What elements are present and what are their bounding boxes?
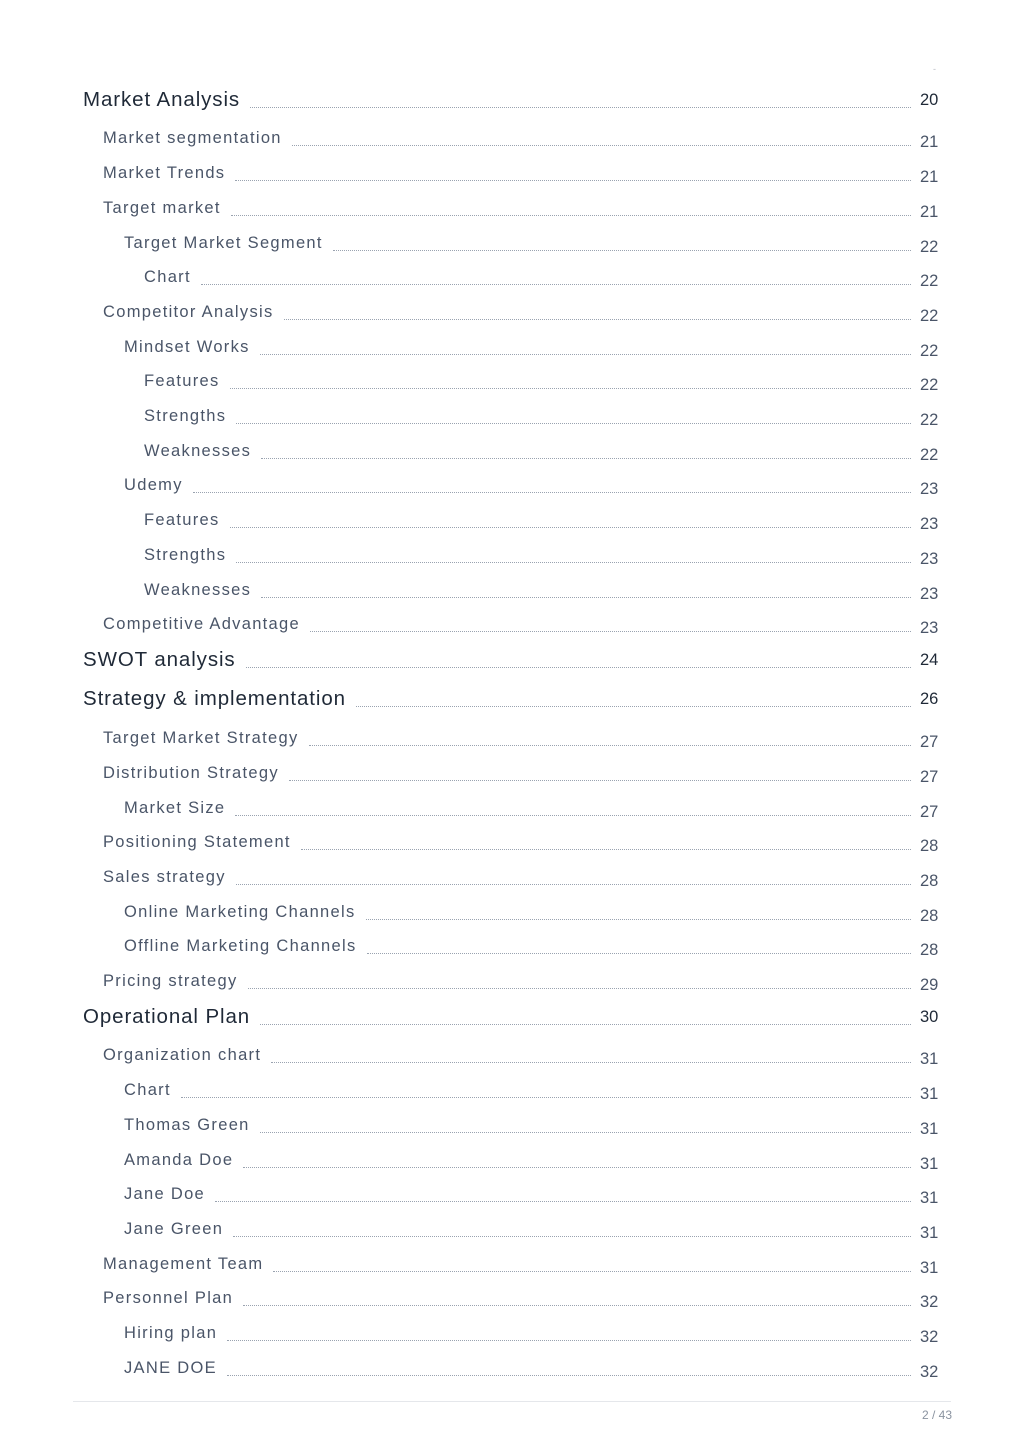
toc-entry[interactable] — [0, 763, 1024, 797]
footer-divider — [73, 1401, 951, 1402]
toc-entry-page: 21 — [920, 133, 939, 151]
toc-entry-page: 21 — [920, 168, 939, 186]
page-mark: - — [933, 64, 936, 74]
toc-entry-page: 31 — [920, 1050, 939, 1068]
toc-dot-leader — [193, 492, 911, 493]
toc-dot-leader — [301, 849, 911, 850]
toc-entry[interactable] — [0, 545, 1024, 579]
page-indicator: 2 / 43 — [921, 1408, 952, 1422]
toc-entry[interactable] — [0, 1045, 1024, 1079]
toc-entry-page: 23 — [920, 619, 939, 637]
toc-dot-leader — [292, 145, 911, 146]
toc-entry-page: 28 — [920, 907, 939, 925]
toc-dot-leader — [260, 1024, 911, 1025]
toc-entry-page: 28 — [920, 941, 939, 959]
toc-entry[interactable] — [0, 1323, 1024, 1357]
toc-entry-page: 21 — [920, 203, 939, 221]
toc-entry-label: Features — [144, 511, 220, 529]
toc-entry-page: 26 — [920, 690, 939, 708]
toc-entry-label: Strategy & implementation — [83, 687, 346, 710]
toc-entry-label: Personnel Plan — [103, 1289, 234, 1307]
toc-entry[interactable] — [0, 971, 1024, 1005]
toc-dot-leader — [260, 354, 911, 355]
toc-entry-label: Pricing strategy — [103, 972, 238, 990]
toc-entry[interactable] — [0, 267, 1024, 301]
toc-entry[interactable] — [0, 163, 1024, 197]
toc-entry[interactable] — [0, 1358, 1024, 1392]
toc-entry-page: 31 — [920, 1189, 939, 1207]
toc-entry-label: Weaknesses — [144, 581, 252, 599]
toc-entry[interactable] — [0, 510, 1024, 544]
toc-entry-label: Market segmentation — [103, 129, 282, 147]
toc-dot-leader — [260, 1132, 911, 1133]
toc-entry[interactable] — [0, 371, 1024, 405]
toc-entry-page: 22 — [920, 272, 939, 290]
toc-entry-label: Management Team — [103, 1255, 264, 1273]
toc-dot-leader — [243, 1167, 911, 1168]
toc-dot-leader — [284, 319, 911, 320]
toc-entry-label: Thomas Green — [124, 1116, 250, 1134]
toc-entry[interactable] — [0, 650, 1024, 684]
toc-entry[interactable] — [0, 475, 1024, 509]
toc-dot-leader — [310, 631, 911, 632]
toc-entry[interactable] — [0, 337, 1024, 371]
toc-entry-label: Sales strategy — [103, 868, 226, 886]
toc-dot-leader — [201, 284, 911, 285]
toc-entry-label: JANE DOE — [124, 1359, 217, 1377]
toc-entry-label: Weaknesses — [144, 442, 252, 460]
toc-entry[interactable] — [0, 832, 1024, 866]
toc-entry-label: Market Analysis — [83, 88, 241, 111]
toc-dot-leader — [231, 215, 911, 216]
toc-entry[interactable] — [0, 580, 1024, 614]
toc-entry[interactable] — [0, 728, 1024, 762]
toc-entry-page: 23 — [920, 585, 939, 603]
toc-dot-leader — [233, 1236, 911, 1237]
toc-entry[interactable] — [0, 867, 1024, 901]
toc-dot-leader — [250, 107, 911, 108]
toc-entry-page: 28 — [920, 872, 939, 890]
toc-dot-leader — [271, 1062, 911, 1063]
toc-entry[interactable] — [0, 614, 1024, 648]
toc-entry-label: Offline Marketing Channels — [124, 937, 357, 955]
toc-entry-page: 22 — [920, 238, 939, 256]
toc-entry-page: 29 — [920, 976, 939, 994]
toc-dot-leader — [236, 423, 911, 424]
toc-entry[interactable] — [0, 1150, 1024, 1184]
toc-dot-leader — [289, 780, 911, 781]
toc-dot-leader — [309, 745, 911, 746]
toc-entry-label: Chart — [144, 268, 191, 286]
toc-entry[interactable] — [0, 1184, 1024, 1218]
toc-dot-leader — [236, 562, 911, 563]
toc-entry-page: 31 — [920, 1224, 939, 1242]
toc-entry-label: Amanda Doe — [124, 1151, 234, 1169]
toc-entry-page: 23 — [920, 550, 939, 568]
toc-entry-page: 32 — [920, 1293, 939, 1311]
toc-entry[interactable] — [0, 1288, 1024, 1322]
toc-entry-label: Competitive Advantage — [103, 615, 300, 633]
toc-dot-leader — [261, 458, 911, 459]
toc-entry-page: 22 — [920, 446, 939, 464]
toc-entry[interactable] — [0, 1080, 1024, 1114]
toc-entry-page: 20 — [920, 91, 939, 109]
toc-dot-leader — [236, 884, 911, 885]
toc-entry-page: 31 — [920, 1259, 939, 1277]
toc-entry-page: 32 — [920, 1363, 939, 1381]
toc-entry-page: 27 — [920, 803, 939, 821]
toc-dot-leader — [366, 919, 911, 920]
toc-entry-page: 23 — [920, 515, 939, 533]
toc-dot-leader — [367, 953, 911, 954]
toc-dot-leader — [215, 1201, 911, 1202]
toc-dot-leader — [261, 597, 911, 598]
toc-dot-leader — [227, 1375, 911, 1376]
toc-entry-label: Jane Doe — [124, 1185, 206, 1203]
toc-entry-label: Strengths — [144, 407, 227, 425]
toc-entry-page: 32 — [920, 1328, 939, 1346]
toc-entry-page: 22 — [920, 307, 939, 325]
toc-entry[interactable] — [0, 441, 1024, 475]
toc-dot-leader — [356, 706, 911, 707]
toc-entry-page: 31 — [920, 1120, 939, 1138]
toc-entry-label: Mindset Works — [124, 338, 250, 356]
toc-entry-page: 22 — [920, 376, 939, 394]
toc-entry[interactable] — [0, 689, 1024, 723]
toc-entry-page: 22 — [920, 342, 939, 360]
toc-entry-label: Target Market Strategy — [103, 729, 299, 747]
toc-dot-leader — [333, 250, 911, 251]
toc-entry[interactable] — [0, 128, 1024, 162]
toc-entry-page: 27 — [920, 768, 939, 786]
toc-entry[interactable] — [0, 302, 1024, 336]
toc-entry-label: Positioning Statement — [103, 833, 291, 851]
toc-entry-label: Udemy — [124, 476, 183, 494]
toc-entry-label: Competitor Analysis — [103, 303, 274, 321]
toc-entry-page: 30 — [920, 1008, 939, 1026]
toc-entry[interactable] — [0, 1254, 1024, 1288]
toc-entry-page: 27 — [920, 733, 939, 751]
toc-entry[interactable] — [0, 406, 1024, 440]
toc-dot-leader — [246, 667, 911, 668]
toc-entry-label: SWOT analysis — [83, 648, 236, 671]
toc-entry[interactable] — [0, 1219, 1024, 1253]
toc-entry-label: Hiring plan — [124, 1324, 218, 1342]
toc-dot-leader — [230, 388, 911, 389]
toc-dot-leader — [227, 1340, 911, 1341]
toc-entry-label: Market Trends — [103, 164, 226, 182]
toc-entry-label: Organization chart — [103, 1046, 262, 1064]
toc-entry-label: Online Marketing Channels — [124, 903, 356, 921]
toc-entry[interactable] — [0, 798, 1024, 832]
toc-entry[interactable] — [0, 1115, 1024, 1149]
toc-entry-label: Jane Green — [124, 1220, 224, 1238]
toc-entry[interactable] — [0, 233, 1024, 267]
toc-entry-page: 31 — [920, 1085, 939, 1103]
toc-entry-label: Distribution Strategy — [103, 764, 279, 782]
toc-entry-page: 31 — [920, 1155, 939, 1173]
toc-entry-label: Market Size — [124, 799, 226, 817]
toc-dot-leader — [181, 1097, 911, 1098]
toc-entry[interactable] — [0, 902, 1024, 936]
toc-entry-label: Target market — [103, 199, 221, 217]
toc-entry-label: Operational Plan — [83, 1005, 251, 1028]
toc-entry-label: Target Market Segment — [124, 234, 323, 252]
toc-entry-page: 23 — [920, 480, 939, 498]
toc-entry[interactable] — [0, 198, 1024, 232]
toc-entry[interactable] — [0, 936, 1024, 970]
toc-entry-label: Chart — [124, 1081, 171, 1099]
toc-dot-leader — [230, 527, 911, 528]
toc-dot-leader — [248, 988, 911, 989]
toc-dot-leader — [235, 180, 911, 181]
toc-dot-leader — [273, 1271, 911, 1272]
toc-dot-leader — [243, 1305, 911, 1306]
toc-entry-page: 28 — [920, 837, 939, 855]
toc-entry[interactable] — [0, 90, 1024, 124]
toc-entry-label: Strengths — [144, 546, 227, 564]
toc-entry-page: 24 — [920, 651, 939, 669]
toc-dot-leader — [235, 815, 911, 816]
toc-entry-label: Features — [144, 372, 220, 390]
toc-entry[interactable] — [0, 1007, 1024, 1041]
toc-entry-page: 22 — [920, 411, 939, 429]
